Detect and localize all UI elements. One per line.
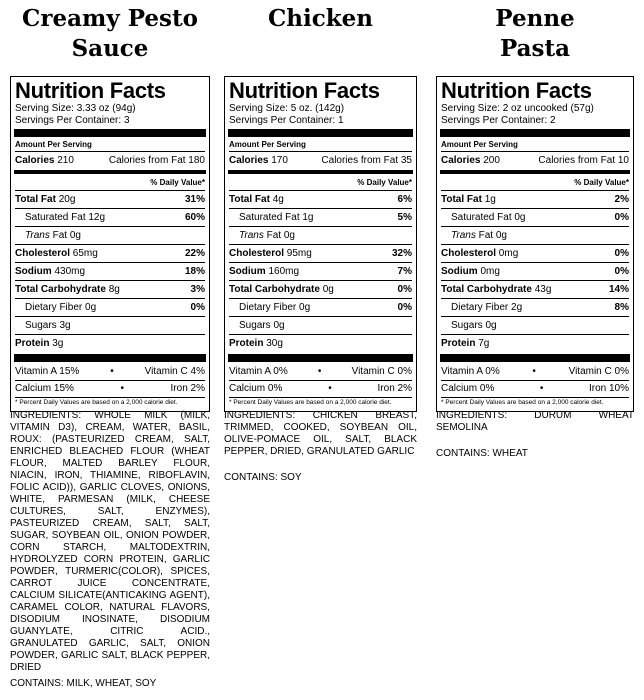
thick-divider: [228, 129, 413, 137]
bullet-separator: •: [317, 366, 322, 377]
carbohydrate-row: Total Carbohydrate 43g 14%: [441, 283, 629, 295]
allergen-statement: CONTAINS: SOY: [224, 472, 302, 483]
medium-divider: [14, 170, 206, 174]
protein-row: Protein 7g: [441, 337, 490, 349]
servings-per-container: Servings Per Container: 2: [441, 115, 556, 126]
total-fat-dv: 31%: [184, 193, 205, 205]
nutrition-facts-title: Nutrition Facts: [229, 78, 380, 103]
product-name: Chicken: [267, 5, 374, 32]
thick-divider: [14, 129, 206, 137]
bullet-separator: •: [539, 383, 544, 394]
dietary-fiber-row: Dietary Fiber 0g 0%: [239, 301, 412, 313]
cholesterol-row: Cholesterol 0mg 0%: [441, 247, 629, 259]
calories-row: [441, 152, 629, 169]
thick-divider: [14, 354, 206, 362]
daily-value-header: % Daily Value*: [150, 177, 205, 187]
dietary-fiber-row: Dietary Fiber 0g 0%: [25, 301, 205, 313]
daily-value-footnote: * Percent Daily Values are based on a 2,000 calorie diet.: [229, 399, 392, 406]
serving-size: Serving Size: 5 oz. (142g): [229, 103, 345, 114]
bullet-separator: •: [110, 366, 114, 377]
product-column: [224, 0, 417, 483]
thick-divider: [228, 354, 413, 362]
carbohydrate-row: Total Carbohydrate 0g 0%: [229, 283, 412, 295]
sugars-row: Sugars 3g: [25, 319, 71, 331]
calories-label: Calories: [441, 154, 481, 166]
sodium-dv: 18%: [184, 265, 205, 277]
saturated-fat-dv: 60%: [184, 211, 205, 223]
total-fat-row: Total Fat 4g 6%: [229, 193, 412, 205]
sodium-dv: 7%: [397, 265, 412, 277]
mineral-row: Calcium 0% • Iron 10%: [441, 383, 629, 394]
amount-per-serving: Amount Per Serving: [15, 140, 92, 149]
dietary-fiber-dv: 8%: [614, 301, 629, 313]
daily-value-footnote: * Percent Daily Values are based on a 2,000 calorie diet.: [15, 399, 178, 406]
nutrition-facts-title: Nutrition Facts: [15, 78, 166, 103]
trans-fat-row: Trans Fat 0g: [451, 229, 507, 241]
cholesterol-dv: 0%: [614, 247, 629, 259]
nutrition-facts-panel: [436, 76, 634, 412]
cholesterol-dv: 22%: [184, 247, 205, 259]
calories-label: Calories: [15, 154, 55, 166]
saturated-fat-dv: 0%: [614, 211, 629, 223]
saturated-fat-dv: 5%: [397, 211, 412, 223]
cholesterol-dv: 32%: [391, 247, 412, 259]
dietary-fiber-dv: 0%: [190, 301, 205, 313]
mineral-row: Calcium 0% • Iron 2%: [229, 383, 412, 394]
amount-per-serving: Amount Per Serving: [441, 140, 518, 149]
saturated-fat-row: Saturated Fat 12g 60%: [25, 211, 205, 223]
bullet-separator: •: [328, 383, 332, 394]
total-fat-dv: 6%: [397, 193, 412, 205]
allergen-statement: CONTAINS: MILK, WHEAT, SOY: [10, 678, 157, 689]
sugars-row: Sugars 0g: [239, 319, 285, 331]
total-fat-dv: 2%: [614, 193, 629, 205]
nutrition-facts-title: Nutrition Facts: [441, 78, 592, 103]
daily-value-header: % Daily Value*: [357, 177, 412, 187]
calories-row: [229, 152, 412, 169]
calories-value: 200: [483, 154, 500, 166]
calories-value: 170: [271, 154, 288, 166]
daily-value-footnote: * Percent Daily Values are based on a 2,000 calorie diet.: [441, 399, 604, 406]
vitamin-row: Vitamin A 0% • Vitamin C 0%: [229, 366, 412, 377]
calories-from-fat: Calories from Fat 35: [321, 154, 412, 166]
total-fat-row: Total Fat 20g 31%: [15, 193, 205, 205]
ingredients-text: INGREDIENTS: DURUM WHEAT SEMOLINA: [436, 410, 634, 433]
carbohydrate-dv: 0%: [397, 283, 412, 295]
ingredients-block: [10, 410, 210, 689]
cholesterol-row: Cholesterol 95mg 32%: [229, 247, 412, 259]
thick-divider: [440, 354, 630, 362]
trans-fat-row: Trans Fat 0g: [25, 229, 81, 241]
calories-from-fat: Calories from Fat 10: [538, 154, 629, 166]
saturated-fat-row: Saturated Fat 1g 5%: [239, 211, 412, 223]
ingredients-block: [224, 410, 417, 484]
servings-per-container: Servings Per Container: 3: [15, 115, 130, 126]
serving-size: Serving Size: 3.33 oz (94g): [15, 103, 136, 114]
sodium-row: Sodium 430mg 18%: [15, 265, 205, 277]
mineral-row: Calcium 15% • Iron 2%: [15, 383, 205, 394]
nutrition-facts-panel: [224, 76, 417, 412]
medium-divider: [440, 170, 630, 174]
calories-value: 210: [57, 154, 74, 166]
vitamin-row: Vitamin A 0% • Vitamin C 0%: [441, 366, 629, 377]
nutrition-facts-panel: [10, 76, 210, 412]
allergen-statement: CONTAINS: WHEAT: [436, 448, 528, 459]
ingredients-block: [436, 410, 634, 460]
serving-size: Serving Size: 2 oz uncooked (57g): [441, 103, 594, 114]
calories-row: [15, 152, 205, 169]
medium-divider: [228, 170, 413, 174]
ingredients-text: INGREDIENTS: CHICKEN BREAST, TRIMMED, COOKED, SOYBEAN OIL, OLIVE-POMACE OIL, SALT, BLACK PEPPER, DRIED, GRANULATED GARLIC: [224, 410, 417, 457]
product-name: Creamy Pesto Sauce: [22, 5, 198, 62]
vitamin-row: Vitamin A 15% • Vitamin C 4%: [15, 366, 205, 377]
amount-per-serving: Amount Per Serving: [229, 140, 306, 149]
product-column: [10, 0, 210, 689]
product-name: Penne Pasta: [495, 5, 575, 62]
protein-row: Protein 30g: [229, 337, 283, 349]
dietary-fiber-dv: 0%: [397, 301, 412, 313]
sodium-dv: 0%: [614, 265, 629, 277]
trans-fat-row: Trans Fat 0g: [239, 229, 295, 241]
calories-from-fat: Calories from Fat 180: [108, 154, 205, 166]
servings-per-container: Servings Per Container: 1: [229, 115, 344, 126]
calories-label: Calories: [229, 154, 269, 166]
daily-value-header: % Daily Value*: [574, 177, 629, 187]
bullet-separator: •: [532, 366, 536, 377]
protein-row: Protein 3g: [15, 337, 64, 349]
bullet-separator: •: [120, 383, 124, 394]
total-fat-row: Total Fat 1g 2%: [441, 193, 629, 205]
dietary-fiber-row: Dietary Fiber 2g 8%: [451, 301, 629, 313]
carbohydrate-row: Total Carbohydrate 8g 3%: [15, 283, 205, 295]
saturated-fat-row: Saturated Fat 0g 0%: [451, 211, 629, 223]
thick-divider: [440, 129, 630, 137]
sugars-row: Sugars 0g: [451, 319, 497, 331]
cholesterol-row: Cholesterol 65mg 22%: [15, 247, 205, 259]
sodium-row: Sodium 160mg 7%: [229, 265, 412, 277]
sodium-row: Sodium 0mg 0%: [441, 265, 629, 277]
carbohydrate-dv: 14%: [608, 283, 629, 295]
product-column: [436, 0, 634, 459]
carbohydrate-dv: 3%: [190, 283, 205, 295]
ingredients-text: INGREDIENTS: WHOLE MILK (MILK, VITAMIN D3), CREAM, WATER, BASIL, ROUX: (PASTEURIZED CREAM, SALT, ENRICHED BLEACHED FLOUR (WHEAT FLOUR, MALTED BARLEY FLOUR, NIACIN, IRON, THIAMINE, RIBOFLAVIN, FOLIC ACID)), GARLIC CLOVES, ONIONS, WHITE, PARMESAN (MILK, CHEESE CULTURES, SALT, ENZYMES), PASTEURIZED CREAM, SALT, SALT, SUGAR, SOYBEAN OIL, ONION POWDER, CORN STARCH, MALTODEXTRIN, HYDROLYZED CORN PROTEIN, GARLIC POWDER, TURMERIC(COLOR), SPICES, CARROT JUICE CONCENTRATE, CALCIUM SILICATE(ANTICAKING AGENT), CARAMEL COLOR, NATURAL FLAVORS, DISODIUM INOSINATE, DISODIUM GUANYLATE, CITRIC ACID., GRANULATED GARLIC, SALT, ONION POWDER, GARLIC SALT, BLACK PEPPER, DRIED: [10, 410, 210, 673]
